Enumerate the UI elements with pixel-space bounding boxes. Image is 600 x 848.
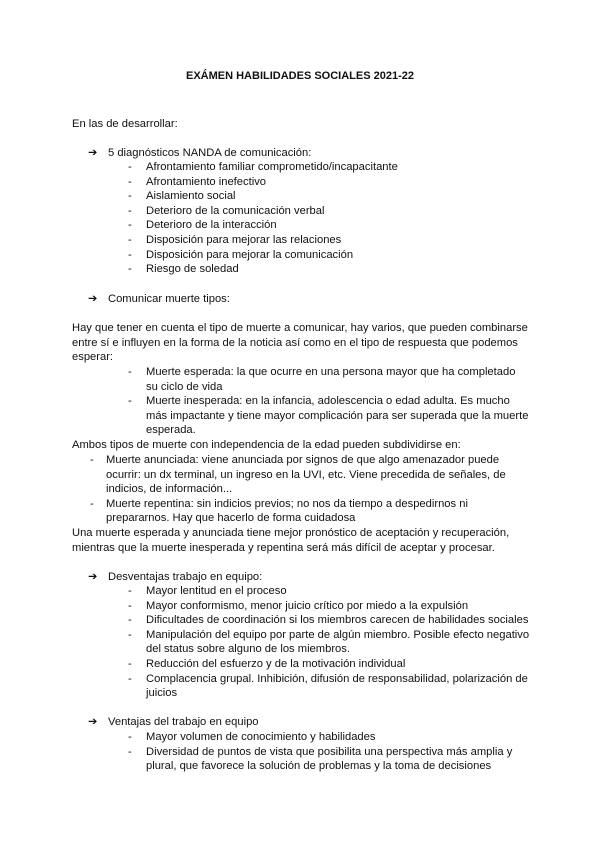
dash-bullet: - bbox=[128, 585, 132, 597]
dash-bullet: - bbox=[128, 204, 132, 217]
list-item: - Afrontamiento inefectivo bbox=[128, 175, 267, 188]
list-item: - Mayor lentitud en el proceso bbox=[128, 585, 287, 597]
list-item: - Muerte anunciada: viene anunciada por signos de que algo amenazador puede ocurrir: un dx terminal, un ingreso en la UVI, etc. Viene precedida de señales, de indicios, de información... bbox=[90, 454, 506, 496]
section-heading-text: Ventajas del trabajo en equipo bbox=[108, 716, 259, 728]
dash-bullet: - bbox=[128, 248, 132, 261]
list-item: - Disposición para mejorar la comunicación bbox=[128, 248, 354, 261]
dash-bullet: - bbox=[128, 614, 132, 627]
dash-bullet: - bbox=[128, 161, 132, 173]
death-types-list bbox=[128, 365, 530, 438]
arrow-icon: ➔ bbox=[88, 147, 98, 159]
dash-bullet: - bbox=[128, 366, 132, 378]
section-heading-text: Comunicar muerte tipos: bbox=[108, 293, 230, 305]
list-item: - Muerte inesperada: en la infancia, adolescencia o edad adulta. Es mucho más impactante y tiene mayor complicación para ser superada que la muerte esperada. bbox=[128, 395, 529, 437]
dash-bullet: - bbox=[128, 219, 132, 232]
nanda-diagnoses-list bbox=[128, 160, 528, 277]
dash-bullet: - bbox=[128, 672, 132, 685]
advantages-list bbox=[128, 730, 530, 774]
section-heading-text: Desventajas trabajo en equipo: bbox=[108, 571, 263, 583]
dash-bullet: - bbox=[128, 745, 132, 758]
dash-bullet: - bbox=[128, 175, 132, 188]
dash-bullet: - bbox=[128, 657, 132, 670]
list-item: - Disposición para mejorar las relaciones bbox=[128, 233, 342, 246]
prognosis-paragraph: Una muerte esperada y anunciada tiene mejor pronóstico de aceptación y recuperación, mientras que la muerte inesperada y repentina será más difícil de aceptar y procesar. bbox=[72, 527, 510, 554]
page-title: EXÁMEN HABILIDADES SOCIALES 2021-22 bbox=[186, 70, 414, 82]
dash-bullet: - bbox=[128, 731, 132, 743]
subdivision-paragraph: Ambos tipos de muerte con independencia de la edad pueden subdividirse en: bbox=[72, 439, 461, 451]
list-item: - Afrontamiento familiar comprometido/incapacitante bbox=[128, 161, 398, 173]
arrow-icon: ➔ bbox=[88, 716, 98, 728]
arrow-icon: ➔ bbox=[88, 293, 98, 305]
disadvantages-list bbox=[128, 584, 532, 701]
arrow-icon: ➔ bbox=[88, 571, 98, 583]
dash-bullet: - bbox=[128, 263, 132, 276]
list-item: - Muerte esperada: la que ocurre en una persona mayor que ha completado su ciclo de vida bbox=[128, 366, 516, 393]
dash-bullet: - bbox=[128, 628, 132, 641]
death-types-paragraph: Hay que tener en cuenta el tipo de muerte a comunicar, hay varios, que pueden combinarse entre sí e influyen en la forma de la noticia así como en el tipo de respuesta que podemos esperar: bbox=[72, 322, 528, 364]
list-item: - Riesgo de soledad bbox=[128, 263, 239, 276]
section-heading-text: 5 diagnósticos NANDA de comunicación: bbox=[108, 147, 312, 159]
list-item: - Mayor conformismo, menor juicio crítico por miedo a la expulsión bbox=[128, 599, 469, 612]
list-item: - Deterioro de la interacción bbox=[128, 219, 277, 232]
dash-bullet: - bbox=[128, 599, 132, 612]
list-item: - Manipulación del equipo por parte de algún miembro. Posible efecto negativo del status sobre alguno de los miembros. bbox=[128, 628, 530, 656]
list-item: - Mayor volumen de conocimiento y habilidades bbox=[128, 731, 376, 743]
list-item: - Aislamiento social bbox=[128, 190, 236, 203]
intro-text: En las de desarrollar: bbox=[72, 118, 178, 130]
dash-bullet: - bbox=[128, 190, 132, 203]
list-item: - Deterioro de la comunicación verbal bbox=[128, 204, 325, 217]
list-item: - Complacencia grupal. Inhibición, difusión de responsabilidad, polarización de juicios bbox=[128, 672, 528, 700]
death-subtypes-list bbox=[90, 453, 520, 526]
list-item: - Reducción del esfuerzo y de la motivación individual bbox=[128, 657, 406, 670]
list-item: - Dificultades de coordinación si los miembros carecen de habilidades sociales bbox=[128, 614, 529, 627]
dash-bullet: - bbox=[90, 454, 94, 466]
dash-bullet: - bbox=[90, 497, 94, 510]
list-item: - Muerte repentina: sin indicios previos; no nos da tiempo a despedirnos ni prepararnos. Hay que hacerlo de forma cuidadosa bbox=[90, 497, 468, 525]
dash-bullet: - bbox=[128, 395, 132, 408]
dash-bullet: - bbox=[128, 233, 132, 246]
list-item: - Diversidad de puntos de vista que posibilita una perspectiva más amplia y plural, que favorece la solución de problemas y la toma de decisiones bbox=[128, 745, 513, 773]
